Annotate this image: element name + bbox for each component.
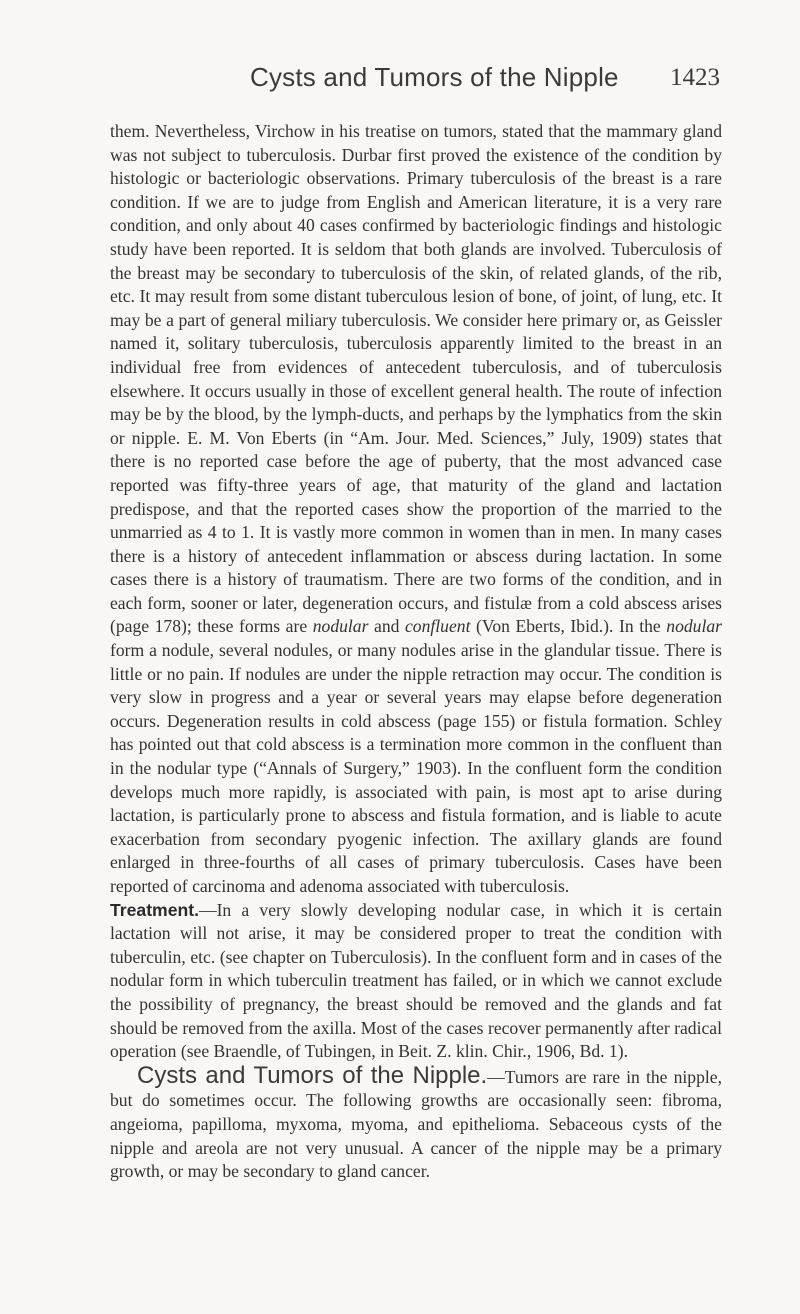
body-text	[110, 120, 722, 1184]
cysts-tumors-text: —Tumors are rare in the nipple, but do sometimes occur. The following growths are occasionally seen: fibroma, angeioma, papilloma, myxoma, myoma, and epithelioma. Sebaceous cysts of the nipple and areola are not very unusual. A cancer of the nipple may be a primary growth, or may be secondary to gland cancer.	[110, 1066, 722, 1182]
paragraph-conjunction: and	[368, 616, 405, 637]
running-title: Cysts and Tumors of the Nipple	[250, 62, 619, 92]
treatment-heading: Treatment.	[110, 899, 199, 920]
treatment-text: —In a very slowly developing nodular case, in which it is certain lactation will not arise, it may be considered proper to treat the condition with tuberculin, etc. (see chapter on Tuberculosis). In the confluent form and in cases of the nodular form in which tuberculin treatment has failed, or in which we cannot exclude the possibility of pregnancy, the breast should be removed and the glands and fat should be removed from the axilla. Most of the cases recover permanently after radical operation (see Braendle, of Tubingen, in Beit. Z. klin. Chir., 1906, Bd. 1).	[110, 899, 722, 1062]
treatment-paragraph	[110, 899, 722, 1064]
cysts-tumors-heading: Cysts and Tumors of the Nipple.	[137, 1061, 488, 1089]
term-confluent: confluent	[405, 616, 471, 637]
term-nodular: nodular	[312, 616, 369, 637]
cysts-tumors-paragraph	[110, 1061, 722, 1184]
paragraph-text-a: them. Nevertheless, Virchow in his treatise on tumors, stated that the mammary gland was not subject to tuberculosis. Durbar first proved the existence of the condition by histologic or bacteriologic observations. Primary tuberculosis of the breast is a rare condition. If we are to judge from English and American literature, it is a very rare condition, and only about 40 cases confirmed by bacteriologic findings and histologic study have been reported. It is seldom that both glands are involved. Tuberculosis of the breast may be secondary to tuberculosis of the skin, of related glands, of the rib, etc. It may result from some distant tuberculous lesion of bone, of joint, of lung, etc. It may be a part of general miliary tuberculosis. We consider here primary or, as Geissler named it, solitary tuberculosis, tuberculosis apparently limited to the breast in an individual free from evidences of antecedent tuberculosis, and of tuberculosis elsewhere. It occurs usually in those of excellent general health. The route of infection may be by the blood, by the lymph-ducts, and perhaps by the lymphatics from the skin or nipple. E. M. Von Eberts (in “Am. Jour. Med. Sciences,” July, 1909) states that there is no reported case before the age of puberty, that the most advanced case reported was fifty-three years of age, that maturity of the gland and lactation predispose, and that the reported cases show the proportion of the married to the unmarried as 4 to 1. It is vastly more common in women than in men. In many cases there is a history of antecedent inflammation or abscess during lactation. In some cases there is a history of traumatism. There are two forms of the condition, and in each form, sooner or later, degeneration occurs, and fistulæ from a cold abscess arises (page 178); these forms are	[110, 121, 722, 637]
page-header	[110, 62, 720, 102]
paragraph-text-b: (Von Eberts, Ibid.). In the	[470, 616, 667, 637]
paragraph-text-c: form a nodule, several nodules, or many nodules arise in the glandular tissue. There is little or no pain. If nodules are under the nipple retraction may occur. The condition is very slow in progress and a year or several years may elapse before degeneration occurs. Degeneration results in cold abscess (page 155) or fistula formation. Schley has pointed out that cold abscess is a termination more common in the confluent than in the nodular type (“Annals of Surgery,” 1903). In the confluent form the condition develops much more rapidly, is associated with pain, is most apt to arise during lactation, is particularly prone to abscess and fistula formation, and is liable to acute exacerbation from secondary pyogenic infection. The axillary glands are found enlarged in three-fourths of all cases of primary tuberculosis. Cases have been reported of carcinoma and adenoma associated with tuberculosis.	[110, 640, 722, 896]
page-number: 1423	[670, 64, 720, 91]
tuberculosis-paragraph	[110, 120, 722, 899]
term-nodular-2: nodular	[666, 616, 722, 637]
